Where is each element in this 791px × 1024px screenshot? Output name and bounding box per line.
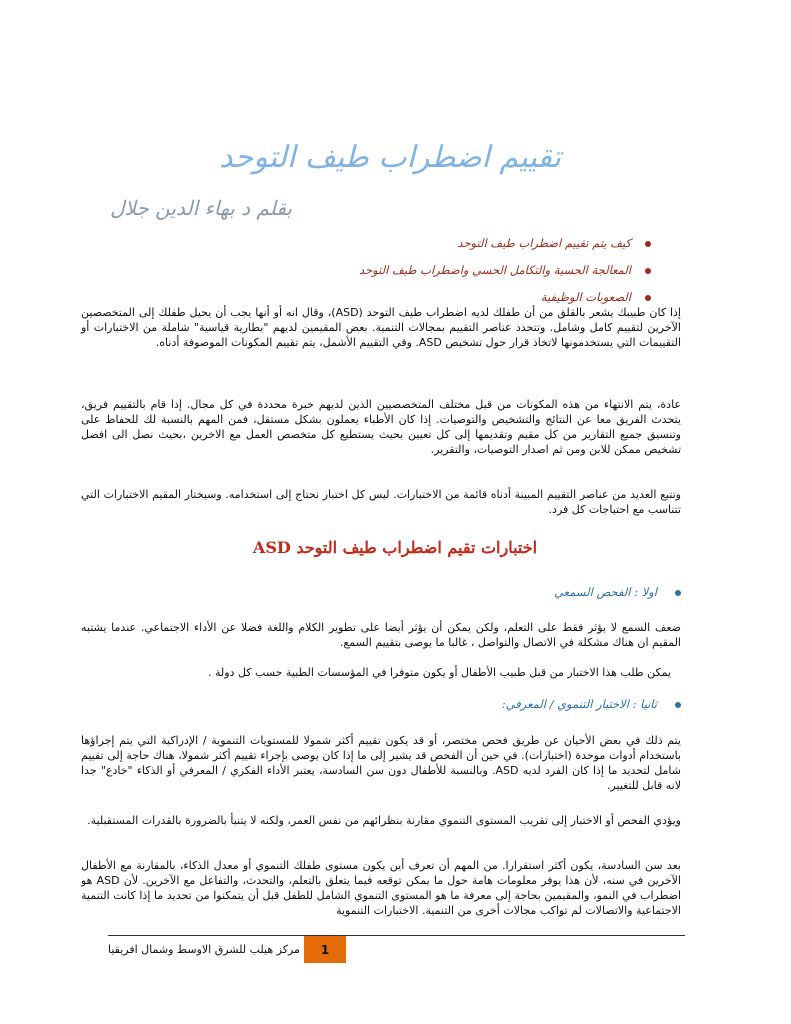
body-paragraph: عادة، يتم الانتهاء من هذه المكونات من قبل مختلف المتخصصيين الذين لديهم خبرة محددة في كل مجال. إذا قام بالتقييم فريق، يتحدث الفريق معا عن النتائج والتشخيص والتوصيات. إذا كان الأطباء يعملون بشكل مستقل، فمن المهم بالنسبة لك للحفاظ على وتنسيق جميع التقارير من كل مقيم وتقديمها إلى كل تعيين بحيث يستطيع كل متخصص العمل مع الاخرين ،بحيث نصل الى افضل تشخيص ممكن للابن ومن ثم اصدار التوصيات، والتقرير.: [81, 398, 681, 456]
author-line: [110, 196, 330, 220]
subsection-label: ثانيا : الاختبار التنموي / المعرفي:: [501, 697, 657, 711]
intro-paragraph: إذا كان طبيبك يشعر بالقلق من أن طفلك لديه اضطراب طيف التوحد (ASD)، وقال انه أو أنها يجب أن يحيل طفلك إلى المتخصصين الآخرين لتقييم كامل وشامل. وتتحدد عناصر التقييم بمجالات التنمية. بعض المقيمين لديهم "بطارية قياسية" شاملة من الاختبارات أو التقييمات التي يستخدمونها لاتخاذ قرار حول تشخيص ASD. وفي التقييم الأشمل، يتم تقييم المكونات الموصوفة أدناه.: [81, 306, 681, 349]
cognitive-paragraph: يتم ذلك في بعض الأحيان عن طريق فحص مختصر، أو قد يكون تقييم أكثر شمولا للمستويات التنموية / الإدراكية التي يتم إجراؤها باستخدام أدوات موحدة (اختبارات). في حين أن الفحص قد يشير إلى ما إذا كان يوصى بإجراء تقييم أكثر شمولا، هناك حاجة إلى تقييم شامل لتحديد ما إذا كان الفرد لديه ASD. وبالنسبة للأطفال دون سن السادسة، يعتبر الأداء الفكري / المعرفي أو الذكاء "خادع" جدا لانه قابل للتغيير.: [81, 734, 681, 792]
hearing-note: يمكن طلب هذا الاختبار من قبل طبيب الأطفال أو يكون متوفرا في المؤسسات الطبية حسب كل دولة .: [208, 666, 671, 679]
subsection-heading-cognitive: [81, 697, 681, 711]
subsection-heading-hearing: [81, 585, 681, 599]
bullet-dot: [675, 590, 681, 596]
bullet-dot: [675, 702, 681, 708]
topic-item: كيف يتم تقييم اضطراب طيف التوحد: [171, 230, 651, 257]
footer-text: مركز هيلب للشرق الاوسط وشمال افريقيا: [108, 943, 300, 956]
topics-list: [171, 230, 651, 311]
topic-item: المعالجة الحسية والتكامل الحسي واضطراب طيف التوحد: [171, 257, 651, 284]
page-footer: [108, 936, 346, 963]
cognitive-paragraph: ويؤدي الفحص أو الاختبار إلى تقريب المستوى التنموي مقارنة بنظرائهم من نفس العمر، ولكنه لا يتنبأ بالضرورة بالقدرات المستقبلية.: [87, 814, 681, 827]
cognitive-paragraph: بعد سن السادسة، يكون أكثر استقرارا. من المهم أن تعرف أين يكون مستوى طفلك التنموي أو معدل الذكاء، بالمقارنة مع الأطفال الآخرين في سنه، لأن هذا يوفر معلومات هامة حول ما يمكن توقعه فيما يتعلق بالتعلم، والتحدث، والتفاعل مع الآخرين. لأن ASD هو اضطراب في النمو، والمقيمين بحاجة إلى معرفة ما هو المستوى التنموي الشامل للطفل قبل أن يتمكنوا من تحديد ما إذا كانت التنمية الاجتماعية والاتصالات لم تواكب مجالات أخرى من التنمية. الاختبارات التنموية: [81, 859, 681, 917]
hearing-paragraph: ضعف السمع لا يؤثر فقط على التعلم، ولكن يمكن أن يؤثر أيضا على تطوير الكلام واللغة فضلا عن الأداء الاجتماعي. عندما يشتبه المقيم ان هناك مشكلة في الاتصال والتواصل ، غالبا ما يوصى بتقييم السمع.: [81, 621, 681, 649]
page-number: 1: [304, 936, 346, 963]
subsection-label: اولا : الفحص السمعي: [554, 585, 657, 599]
section-heading: اختبارات تقيم اضطراب طيف التوحد ASD: [252, 538, 538, 557]
body-paragraph: وتتبع العديد من عناصر التقييم المبينة أدناه قائمة من الاختبارات. ليس كل اختبار نحتاج إلى استخدامه. وسيختار المقيم الاختبارات التي تتناسب مع احتياجات كل فرد.: [81, 488, 681, 516]
author-name: بقلم د بهاء الدين جلال: [110, 196, 293, 220]
topic-item: الصعوبات الوظيفية: [171, 284, 651, 311]
document-title: تقييم اضطراب طيف التوحد: [218, 140, 562, 175]
